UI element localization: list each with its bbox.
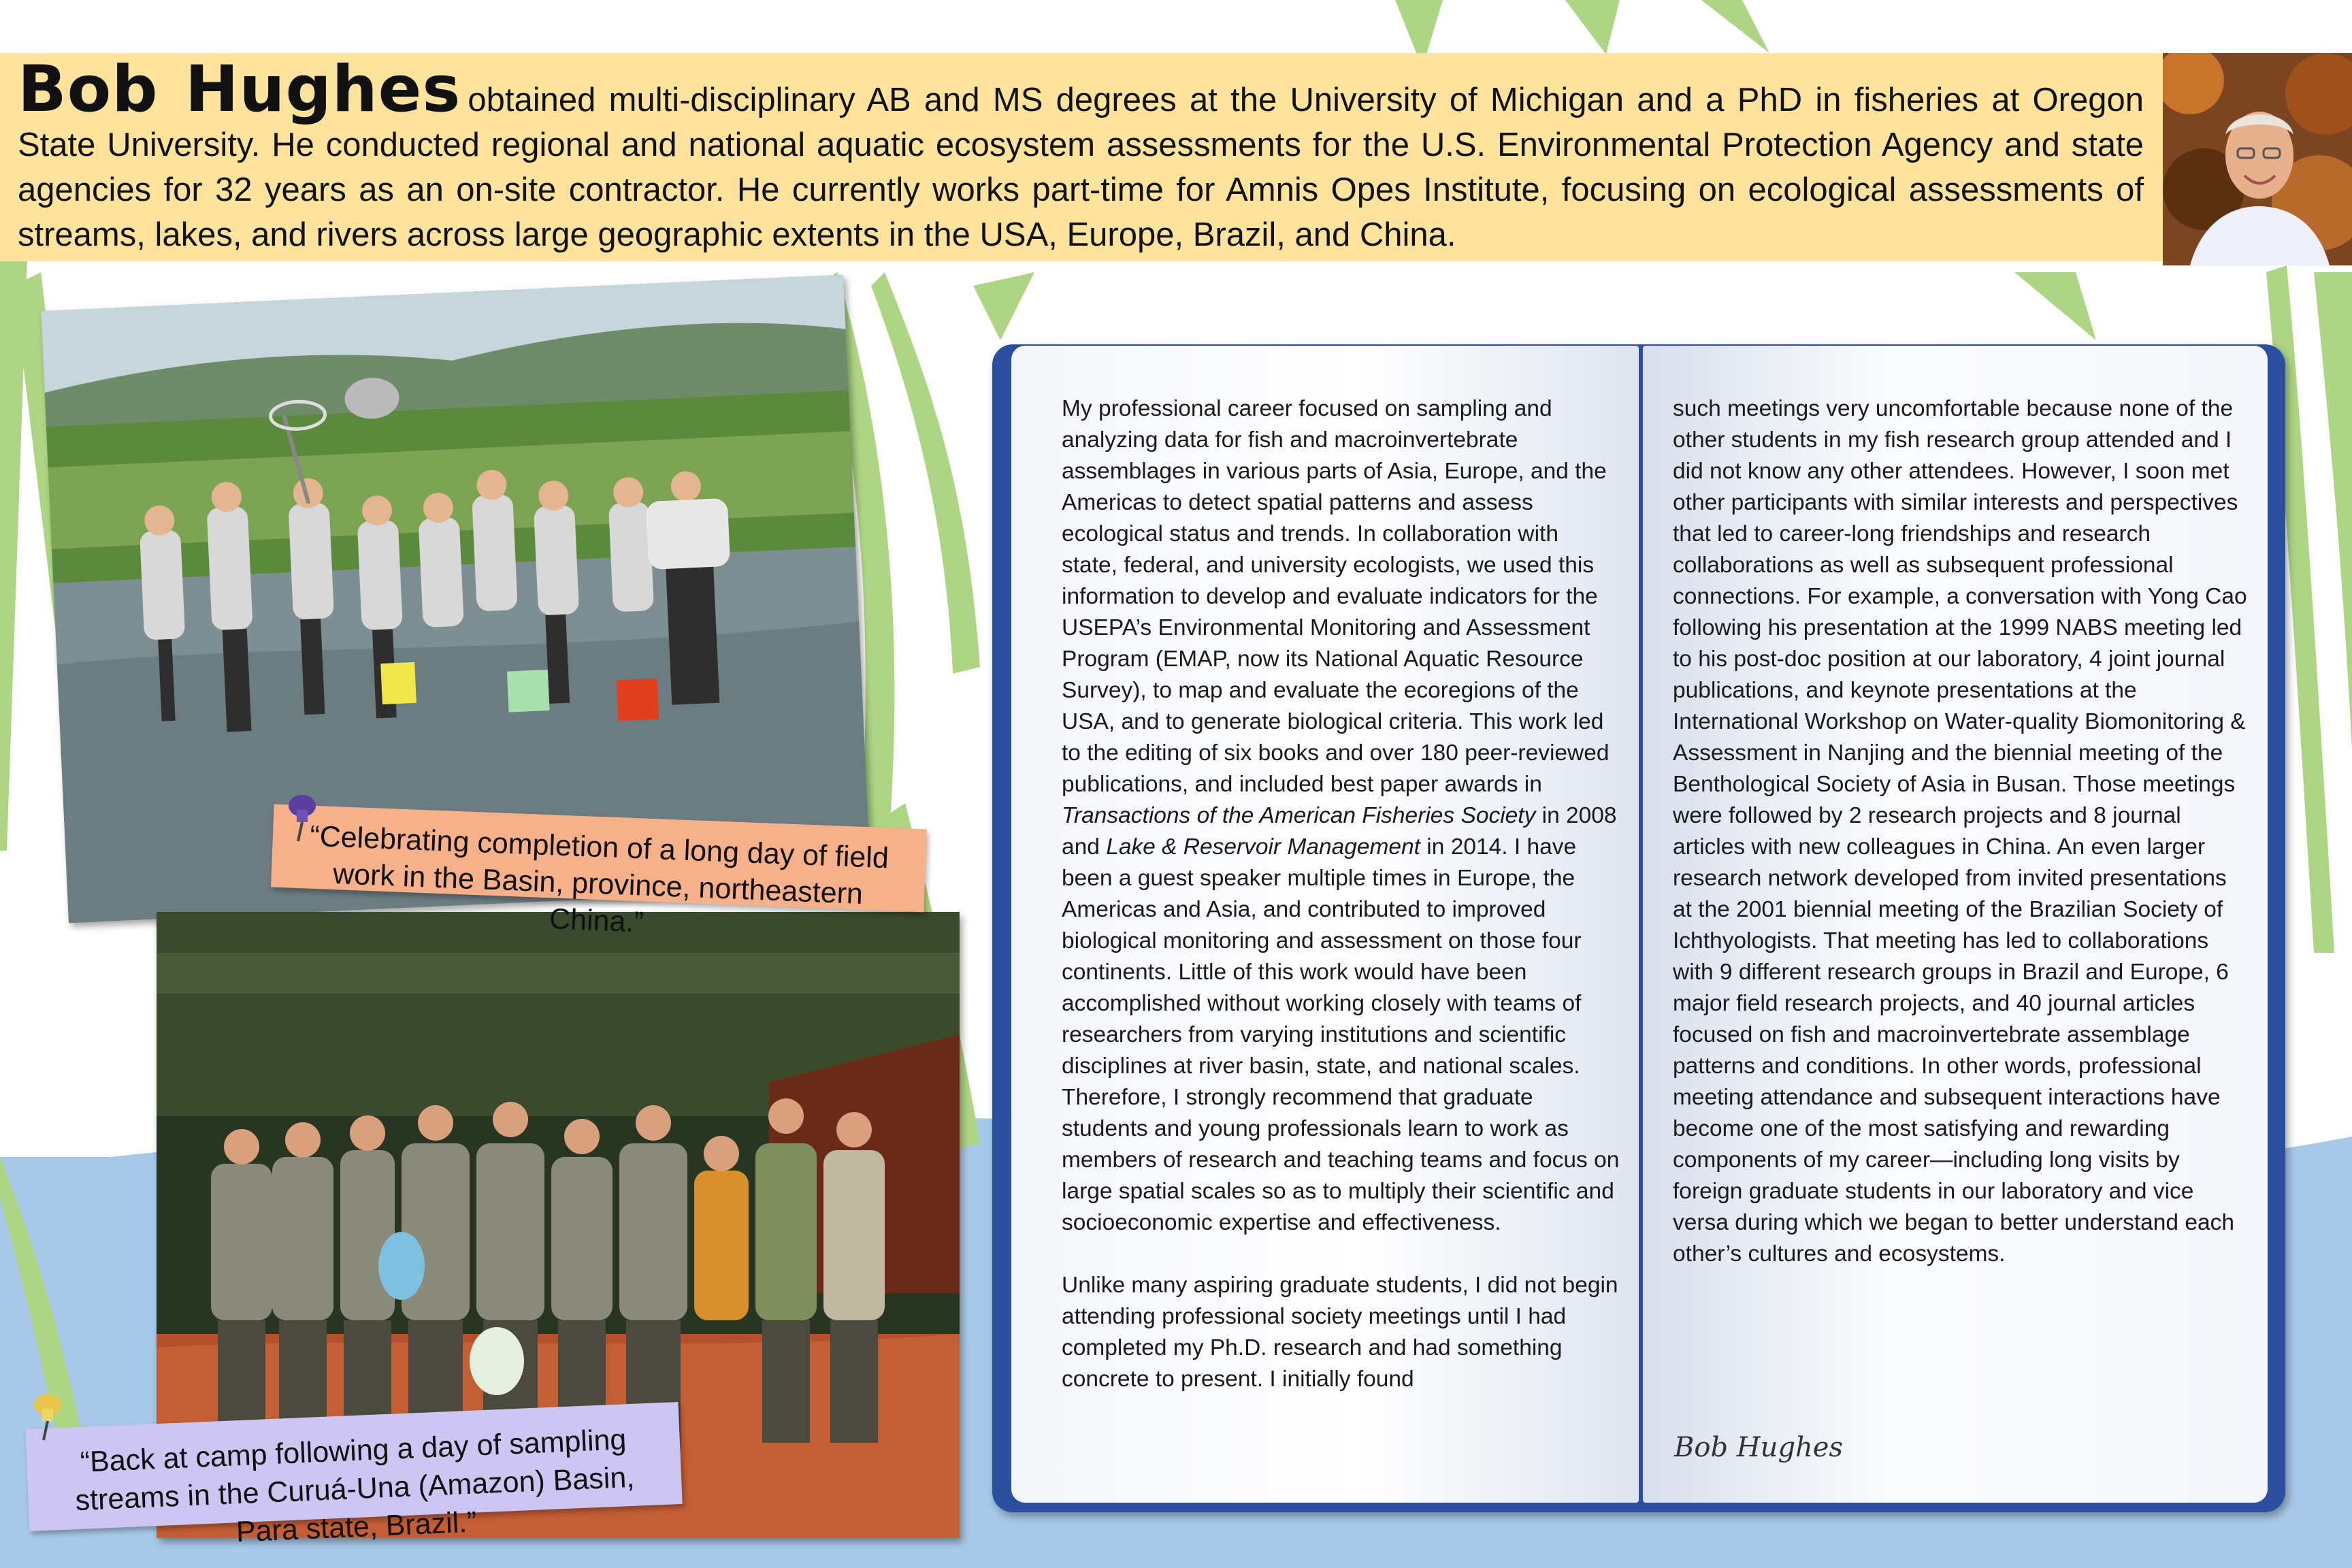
bio-text: obtained multi-disciplinary AB and MS degrees at the University of Michigan and a PhD in fisheries at Oregon State University. He conducted regional and national aquatic ecosystem assessments for the U.S. Environmental Protection Agency and state agencies for 32 years as an on-site contractor. He currently works part-time for Amnis Opes Institute, focusing on ecological assessments of streams, lakes, and rivers across large geographic extents in the USA, Europe, Brazil, and China. [18,82,2144,253]
caption-camp-brazil: “Back at camp following a day of sampling streams in the Curuá-Una (Amazon) Basin, Para state, Brazil.” [25,1402,682,1531]
book-column-right [1673,393,2251,1301]
pushpin-icon [24,1388,72,1443]
journal-title: Transactions of the American Fisheries Society [1062,803,1536,828]
book-paragraph: Unlike many aspiring graduate students, I did not begin attending professional society meetings until I had completed my Ph.D. research and had something concrete to present. I initially found [1062,1273,1618,1392]
book-text-segment: My professional career focused on sampling and analyzing data for fish and macroinvertebrate assemblages in various parts of Asia, Europe, and the Americas to detect spatial patterns and assess ecological status and trends. In collaboration with state, federal, and university ecologists, we used this information to develop and evaluate indicators for the USEPA’s Environmental Monitoring and Assessment Program (EMAP, now its National Aquatic Resource Survey), to map and evaluate the ecoregions of the USA, and to generate biological criteria. This work led to the editing of six books and over 180 peer-reviewed publications, and included best paper awards in [1062,396,1610,797]
book-column-left [1062,393,1620,1426]
caption-field-work-china: “Celebrating completion of a long day of field work in the Basin, province, northeastern China.” [271,804,927,913]
bio-header [0,53,2163,261]
portrait-illustration [2163,53,2352,265]
author-signature: Bob Hughes [1674,1432,1844,1463]
pushpin-icon [279,789,327,844]
journal-title: Lake & Reservoir Management [1106,834,1420,860]
author-portrait [2163,53,2352,265]
book-paragraph: such meetings very uncomfortable because none of the other students in my fish research group attended and I did not know any other attendees. However, I soon met other participants with similar interests and perspectives that led to career-long friendships and research collaborations as well as subsequent professional connections. For example, a conversation with Yong Cao following his presentation at the 1999 NABS meeting led to his post-doc position at our laboratory, 4 joint journal publications, and keynote presentations at the International Workshop on Water-quality Biomonitoring & Assessment in Nanjing and the biennial meeting of the Benthological Society of Asia in Busan. Those meetings were followed by 2 research projects and 8 journal articles with new colleagues in China. An even larger research network developed from invited presentations at the 2001 biennial meeting of the Brazilian Society of Ichthyologists. That meeting has led to collaborations with 9 different research groups in Brazil and Europe, 6 major field research projects, and 40 journal articles focused on fish and macroinvertebrate assemblage patterns and conditions. In other words, professional meeting attendance and subsequent interactions have become one of the most satisfying and rewarding components of my career—including long visits by foreign graduate students in our laboratory and vice versa during which we began to better understand each other’s cultures and ecosystems. [1673,396,2247,1267]
author-name: Bob Hughes [18,52,461,127]
book-paragraph [1062,393,1620,1239]
book-text-segment: in 2008 and [1062,803,1617,860]
book-text-segment: in 2014. I have been a guest speaker multiple times in Europe, the Americas and Asia, and contributed to improved biological monitoring and assessment on those four continents. Little of this work would have been accomplished without working closely with teams of researchers from varying institutions and scientific disciplines at river basin, state, and national scales. Therefore, I strongly recommend that graduate students and young professionals learn to work as members of research and teaching teams and focus on large spatial scales so as to multiply their scientific and socioeconomic expertise and effectiveness. [1062,834,1620,1235]
bio-paragraph [18,52,2144,257]
